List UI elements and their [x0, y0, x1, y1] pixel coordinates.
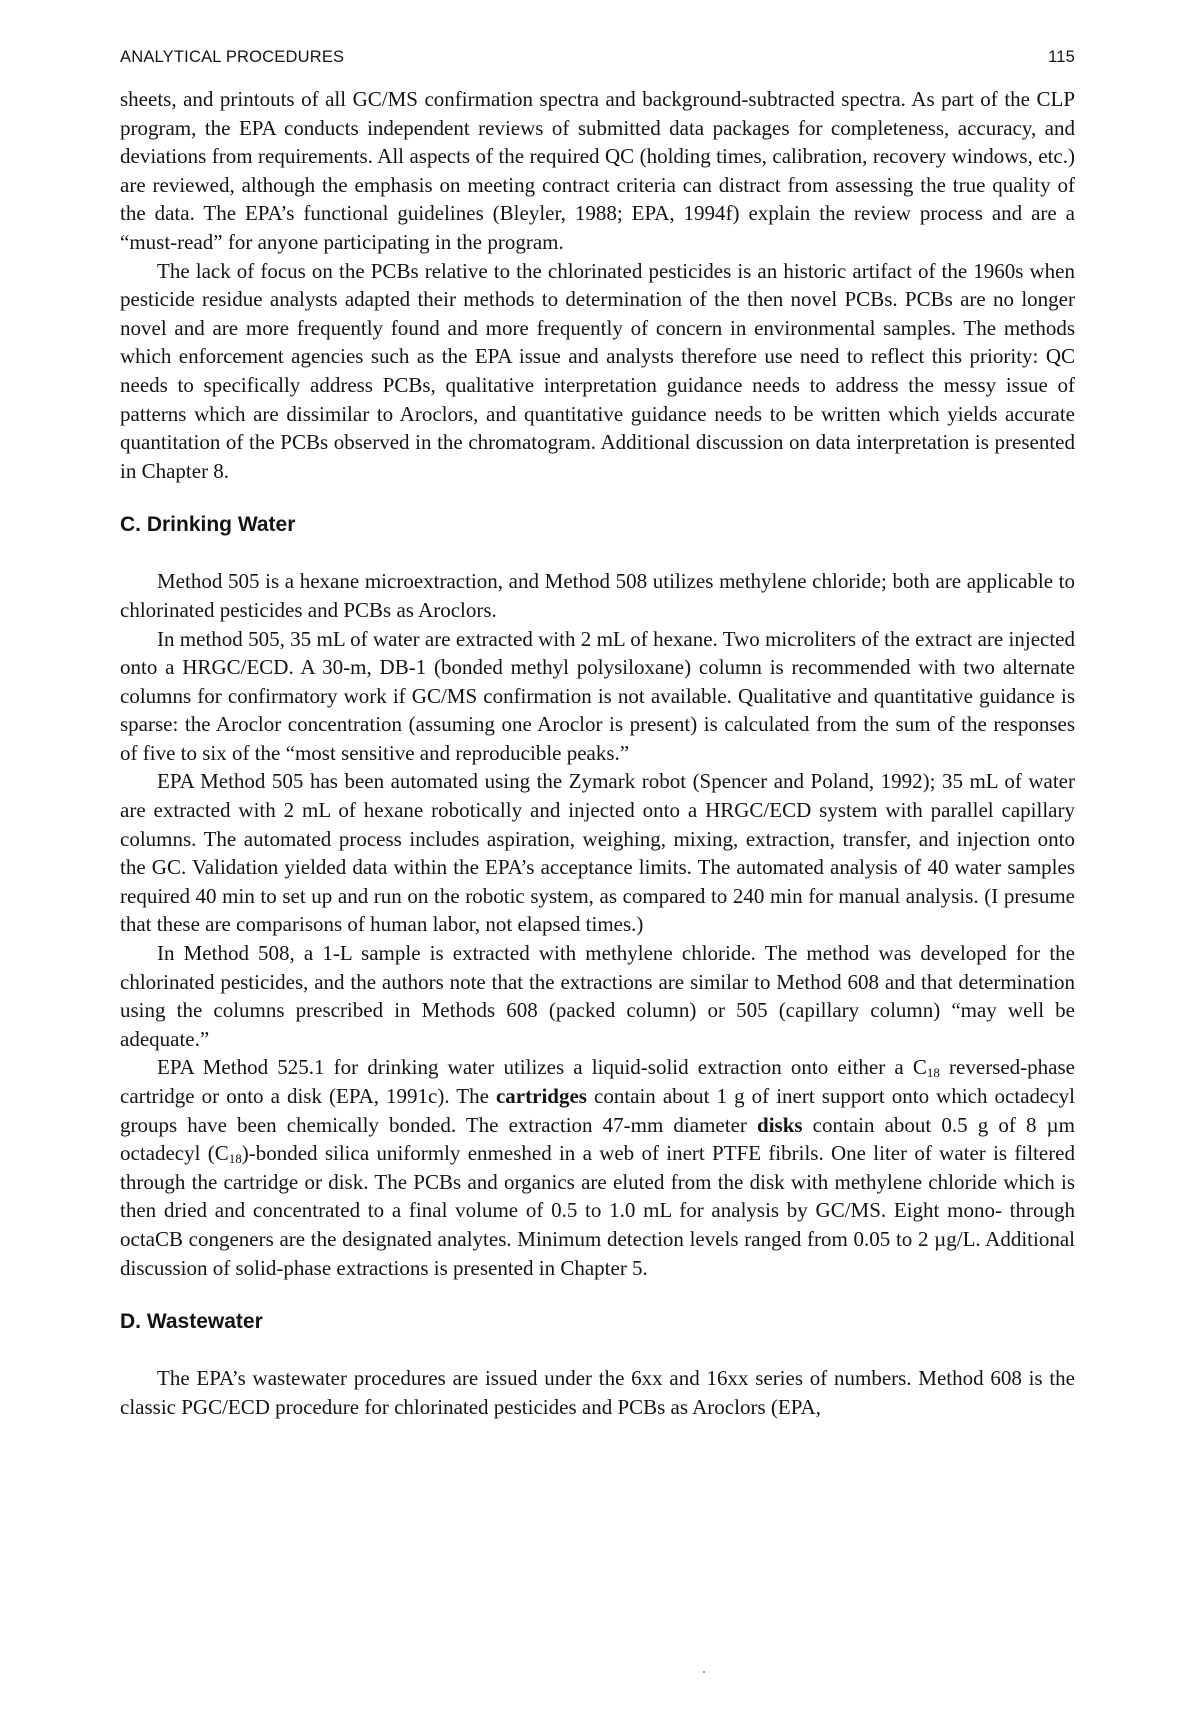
- text-run: EPA Method 525.1 for drinking water utilizes a liquid-solid extraction onto either a C: [157, 1055, 927, 1080]
- text-run: contain about 1 g of inert support onto which octadecyl groups have been chemically bonded. The extraction 47-mm diameter: [120, 1084, 1075, 1137]
- paragraph: The EPA’s wastewater procedures are issued under the 6xx and 16xx series of numbers. Method 608 is the classic PGC/ECD procedure for chlorinated pesticides and PCBs as Aroclors (EPA,: [120, 1366, 1075, 1419]
- bold-term-disks: disks: [757, 1112, 803, 1137]
- paragraph: In method 505, 35 mL of water are extracted with 2 mL of hexane. Two microliters of the extract are injected onto a HRGC/ECD. A 30-m, DB-1 (bonded methyl polysiloxane) column is recommended with two alternate columns for confirmatory work if GC/MS confirmation is not available. Qualitative and quantitative guidance is sparse: the Aroclor concentration (assuming one Aroclor is present) is calculated from the sum of the responses of five to six of the “most sensitive and reproducible peaks.”: [120, 626, 1075, 765]
- paragraph: sheets, and printouts of all GC/MS confirmation spectra and background-subtracted spectra. As part of the CLP program, the EPA conducts independent reviews of submitted data packages for completeness, accuracy, and deviations from requirements. All aspects of the required QC (holding times, calibration, recovery windows, etc.) are reviewed, although the emphasis on meeting contract criteria can distract from assessing the true quality of the data. The EPA’s functional guidelines (Bleyler, 1988; EPA, 1994f) explain the review process and are a “must-read” for anyone participating in the program.: [120, 87, 1075, 254]
- scan-speck: [703, 1671, 705, 1673]
- paragraph: Method 505 is a hexane microextraction, and Method 508 utilizes methylene chloride; both are applicable to chlorinated pesticides and PCBs as Aroclors.: [120, 569, 1075, 622]
- section-heading-drinking-water: C. Drinking Water: [120, 513, 296, 537]
- paragraph: EPA Method 505 has been automated using the Zymark robot (Spencer and Poland, 1992); 35 mL of water are extracted with 2 mL of hexane robotically and injected onto a HRGC/ECD system with parallel capillary columns. The automated process includes aspiration, weighing, mixing, extraction, transfer, and injection onto the GC. Validation yielded data within the EPA’s acceptance limits. The automated analysis of 40 water samples required 40 min to set up and run on the robotic system, as compared to 240 min for manual analysis. (I presume that these are comparisons of human labor, not elapsed times.): [120, 769, 1075, 937]
- text-run: reversed-phase cartridge or onto a disk (EPA, 1991c). The: [120, 1055, 1075, 1108]
- page: [120, 48, 1075, 1421]
- text-run: contain about 0.5 g of 8 µm octadecyl (C: [120, 1112, 1075, 1166]
- paragraph: The lack of focus on the PCBs relative to the chlorinated pesticides is an historic artifact of the 1960s when pesticide residue analysts adapted their methods to determination of the then novel PCBs. PCBs are no longer novel and are more frequently found and more frequently of concern in environmental samples. The methods which enforcement agencies such as the EPA issue and analysts therefore use need to reflect this priority: QC needs to specifically address PCBs, qualitative interpretation guidance needs to address the messy issue of patterns which are dissimilar to Aroclors, and quantitative guidance needs to be written which yields accurate quantitation of the PCBs observed in the chromatogram. Additional discussion on data interpretation is presented in Chapter 8.: [120, 258, 1075, 483]
- paragraph: In Method 508, a 1-L sample is extracted with methylene chloride. The method was developed for the chlorinated pesticides, and the authors note that the extractions are similar to Method 608 and that determination using the columns prescribed in Methods 608 (packed column) or 505 (capillary column) “may well be adequate.”: [120, 941, 1075, 1051]
- subscript: 18: [228, 1151, 242, 1167]
- paragraph-method-525: [120, 1053, 1075, 1282]
- subscript: 18: [926, 1065, 940, 1081]
- page-number: 115: [1048, 48, 1075, 66]
- running-head: [120, 48, 1075, 67]
- bold-term-cartridges: cartridges: [495, 1084, 587, 1108]
- section-heading-wastewater: D. Wastewater: [120, 1310, 263, 1334]
- running-head-title: ANALYTICAL PROCEDURES: [120, 48, 345, 66]
- text-run: )-bonded silica uniformly enmeshed in a web of inert PTFE fibrils. One liter of water is filtered through the cartridge or disk. The PCBs and organics are eluted from the disk with methylene chloride which is then dried and concentrated to a final volume of 0.5 to 1.0 mL for analysis by GC/MS. Eight mono- through octaCB congeners are the designated analytes. Minimum detection levels ranged from 0.05 to 2 µg/L. Additional discussion of solid-phase extractions is presented in Chapter 5.: [120, 1141, 1076, 1280]
